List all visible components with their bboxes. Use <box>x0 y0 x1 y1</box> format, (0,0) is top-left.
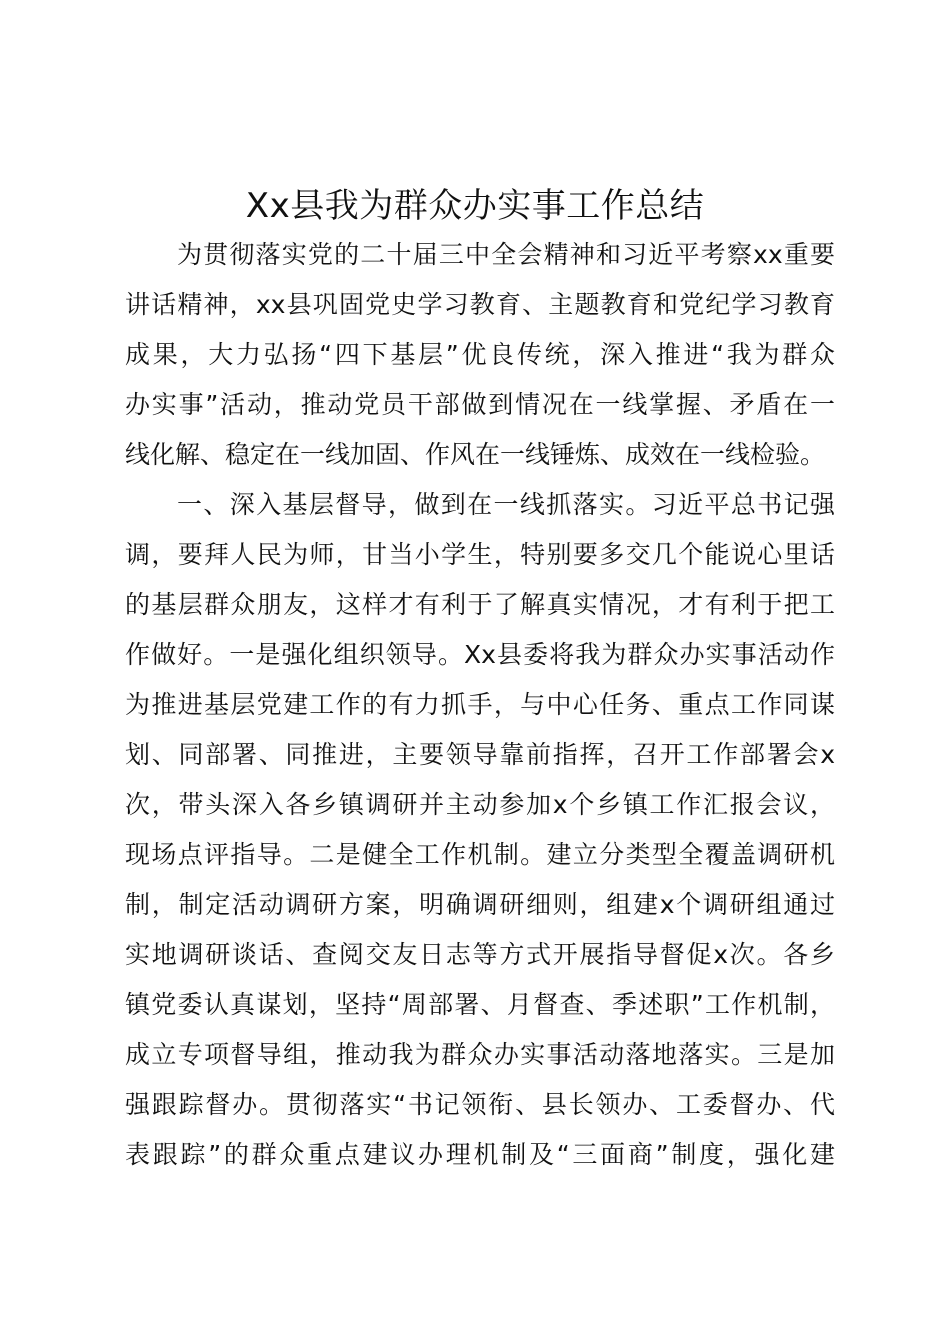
paragraph-line: 制，制定活动调研方案，明确调研细则，组建x个调研组通过 <box>125 890 835 919</box>
paragraph-line: 调，要拜人民为师，甘当小学生，特别要多交几个能说心里话 <box>125 540 835 569</box>
paragraph-line: 线化解、稳定在一线加固、作风在一线锤炼、成效在一线检验。 <box>125 440 826 469</box>
paragraph-line: 为贯彻落实党的二十届三中全会精神和习近平考察xx重要 <box>177 240 835 269</box>
paragraph-line: 讲话精神，xx县巩固党史学习教育、主题教育和党纪学习教育 <box>125 290 835 319</box>
document-body <box>125 230 835 1180</box>
paragraph-line: 的基层群众朋友，这样才有利于了解真实情况，才有利于把工 <box>125 590 835 619</box>
paragraph-line: 办实事”活动，推动党员干部做到情况在一线掌握、矛盾在一 <box>125 390 835 419</box>
paragraph-line: 成果，大力弘扬“四下基层”优良传统，深入推进“我为群众 <box>125 340 835 369</box>
paragraph-line: 表跟踪”的群众重点建议办理机制及“三面商”制度，强化建 <box>125 1140 835 1169</box>
paragraph-line: 为推进基层党建工作的有力抓手，与中心任务、重点工作同谋 <box>125 690 835 719</box>
paragraph-line: 强跟踪督办。贯彻落实“书记领衔、县长领办、工委督办、代 <box>125 1090 835 1119</box>
paragraph-line: 次，带头深入各乡镇调研并主动参加x个乡镇工作汇报会议， <box>125 790 835 819</box>
paragraph-line: 实地调研谈话、查阅交友日志等方式开展指导督促x次。各乡 <box>125 940 835 969</box>
paragraph-line: 一、深入基层督导，做到在一线抓落实。习近平总书记强 <box>177 490 835 519</box>
paragraph-line: 镇党委认真谋划，坚持“周部署、月督查、季述职”工作机制， <box>125 990 835 1019</box>
document-title: Xx县我为群众办实事工作总结 <box>245 186 705 226</box>
paragraph-line: 作做好。一是强化组织领导。Xx县委将我为群众办实事活动作 <box>125 640 835 669</box>
paragraph-line: 划、同部署、同推进，主要领导靠前指挥，召开工作部署会x <box>125 740 835 769</box>
paragraph-line: 成立专项督导组，推动我为群众办实事活动落地落实。三是加 <box>125 1040 835 1069</box>
paragraph-line: 现场点评指导。二是健全工作机制。建立分类型全覆盖调研机 <box>125 840 835 869</box>
